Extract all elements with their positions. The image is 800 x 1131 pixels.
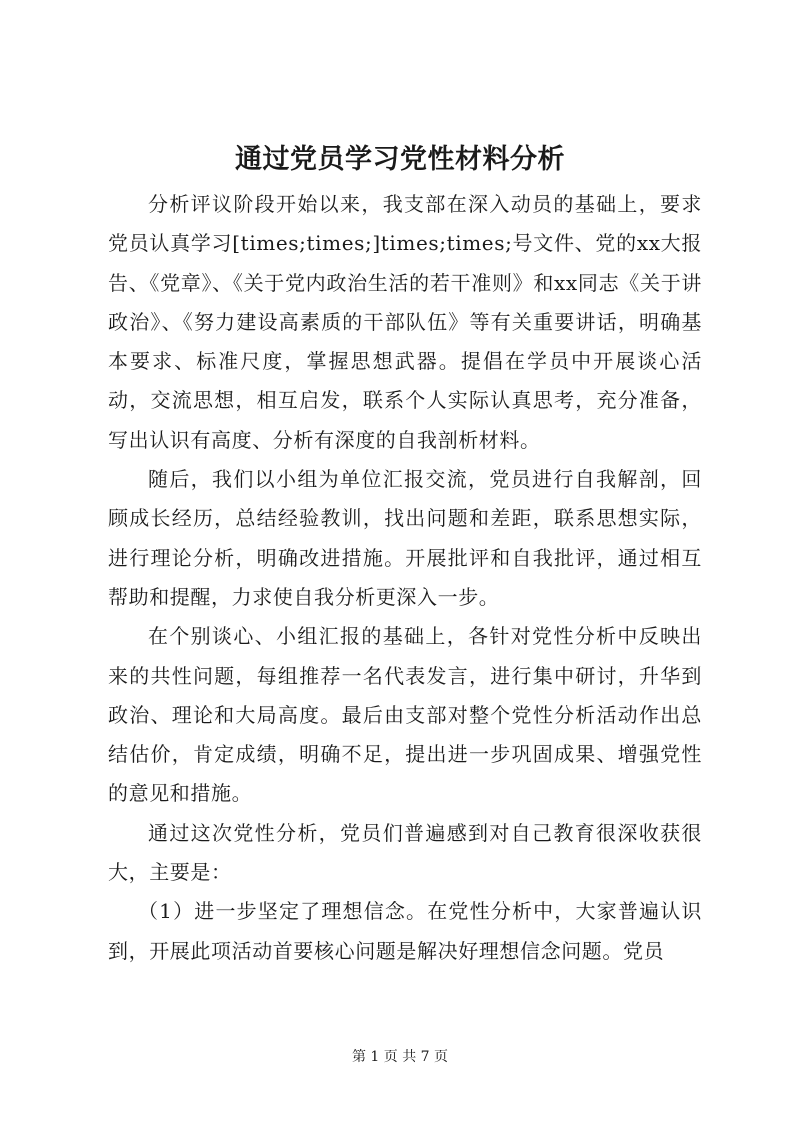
paragraph-1: 分析评议阶段开始以来，我支部在深入动员的基础上，要求党员认真学习[times;times;]times;times;号文件、党的xx大报告、《党章》、《关于党内政治生活的若干准则》和xx同志《关于讲政治》、《努力建设高素质的干部队伍》等有关重要讲话，明确基本要求、标准尺度，掌握思想武器。提倡在学员中开展谈心活动，交流思想，相互启发，联系个人实际认真思考，充分准备，写出认识有高度、分析有深度的自我剖析材料。 <box>108 192 702 452</box>
paragraph-4: 通过这次党性分析，党员们普遍感到对自己教育很深收获很大，主要是： <box>108 820 702 885</box>
document-body <box>108 185 702 971</box>
paragraph-5: （1）进一步坚定了理想信念。在党性分析中，大家普遍认识到，开展此项活动首要核心问题是解决好理想信念问题。党员 <box>108 899 702 963</box>
paragraph-3: 在个别谈心、小组汇报的基础上，各针对党性分析中反映出来的共性问题，每组推荐一名代表发言，进行集中研讨，升华到政治、理论和大局高度。最后由支部对整个党性分析活动作出总结估价，肯定成绩，明确不足，提出进一步巩固成果、增强党性的意见和措施。 <box>108 624 702 806</box>
page-footer: 第 1 页 共 7 页 <box>351 1049 449 1065</box>
paragraph-2: 随后，我们以小组为单位汇报交流，党员进行自我解剖，回顾成长经历，总结经验教训，找出问题和差距，联系思想实际，进行理论分析，明确改进措施。开展批评和自我批评，通过相互帮助和提醒，力求使自我分析更深入一步。 <box>108 467 702 609</box>
document-title: 通过党员学习党性材料分析 <box>235 144 565 175</box>
